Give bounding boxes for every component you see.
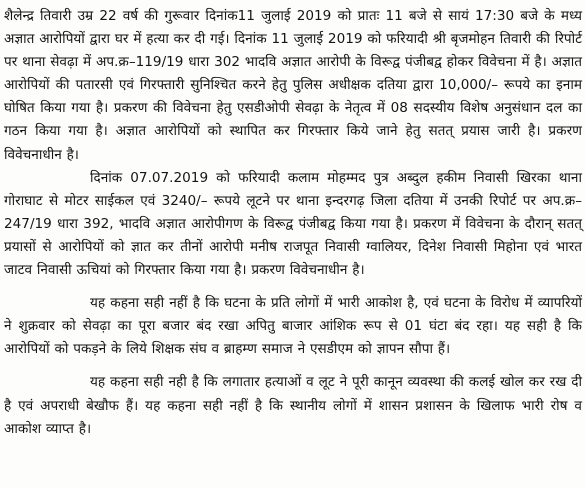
paragraph-public-outrage: यह कहना सही नहीं है कि घटना के प्रति लोगों में भारी आकोश है, एवं घटना के विरोध में व्यापरियों ने शुक्रवार को सेवढ़ा का पूरा बजार बंद रखा अपितु बाजार आंशिक रूप से 01 घंटा बंद रहा। यह सही है कि आरोपियों को पकड़ने के लिये शिक्षक संघ व ब्राहम्ण समाज ने एसडीएम को ज्ञापन सौपा हैं। [4,295,582,358]
paragraph-murder-case: शैलेन्द्र तिवारी उम्र 22 वर्ष की गुरूवार दिनांक11 जुलाई 2019 को प्रातः 11 बजे से सायं 17:30 बजे के मध्य अज्ञात आरोपियों द्वारा घर में हत्या कर दी गई। दिनांक 11 जुलाई 2019 को फरियादी श्री बृजमोहन तिवारी की रिपोर्ट पर थाना सेवढ़ा में अप.क्र–119/19 धारा 302 भादवि अज्ञात आरोपी के विरूद्व पंजीबद्व होकर विवेचना में है। अज्ञात आरोपियों की पतारसी एवं गिरफ्तारी सुनिश्चित करने हेतु पुलिस अधीक्षक दतिया द्वारा 10,000/– रूपये का इनाम घोषित किया गया है। प्रकरण की विवेचना हेतु एसडीओपी सेवढ़ा के नेतृत्व में 08 सदस्यीय विशेष अनुसंधान दल का गठन किया गया है। अज्ञात आरोपियों को स्थापित कर गिरफ्तार किये जाने हेतु सतत् प्रयास जारी है। प्रकरण विवेचनाधीन है। [4,8,582,163]
paragraph-robbery-case: दिनांक 07.07.2019 को फरियादी कलाम मोहम्मद पुत्र अब्दुल हकीम निवासी खिरका थाना गोराघाट से मोटर साईकल एवं 3240/– रूपये लूटने पर थाना इन्दरगढ़ जिला दतिया में उनकी रिपोर्ट पर अप.क्र–247/19 धारा 392, भादवि अज्ञात आरोपीगण के विरूद्व पंजीबद्व किया गया है। प्रकरण में विवेचना के दौरान् सतत् प्रयासों से आरोपियों को ज्ञात कर तीनों आरोपी मनीष राजपूत निवासी ग्वालियर, दिनेश निवासी मिहोना एवं भारत जाटव निवासी ऊचियां को गिरफ्तार किया गया है। प्रकरण विवेचनाधीन है। [4,169,582,279]
paragraph-law-and-order: यह कहना सही नही है कि लगातार हत्याओं व लूट ने पूरी कानून व्यवस्था की कलई खोल कर रख दी है एवं अपराधी बेखौफ हैं। यह कहना सही नहीं है कि स्थानीय लोगों में शासन प्रशासन के खिलाफ भारी रोष व आकोश व्याप्त है। [4,374,582,437]
